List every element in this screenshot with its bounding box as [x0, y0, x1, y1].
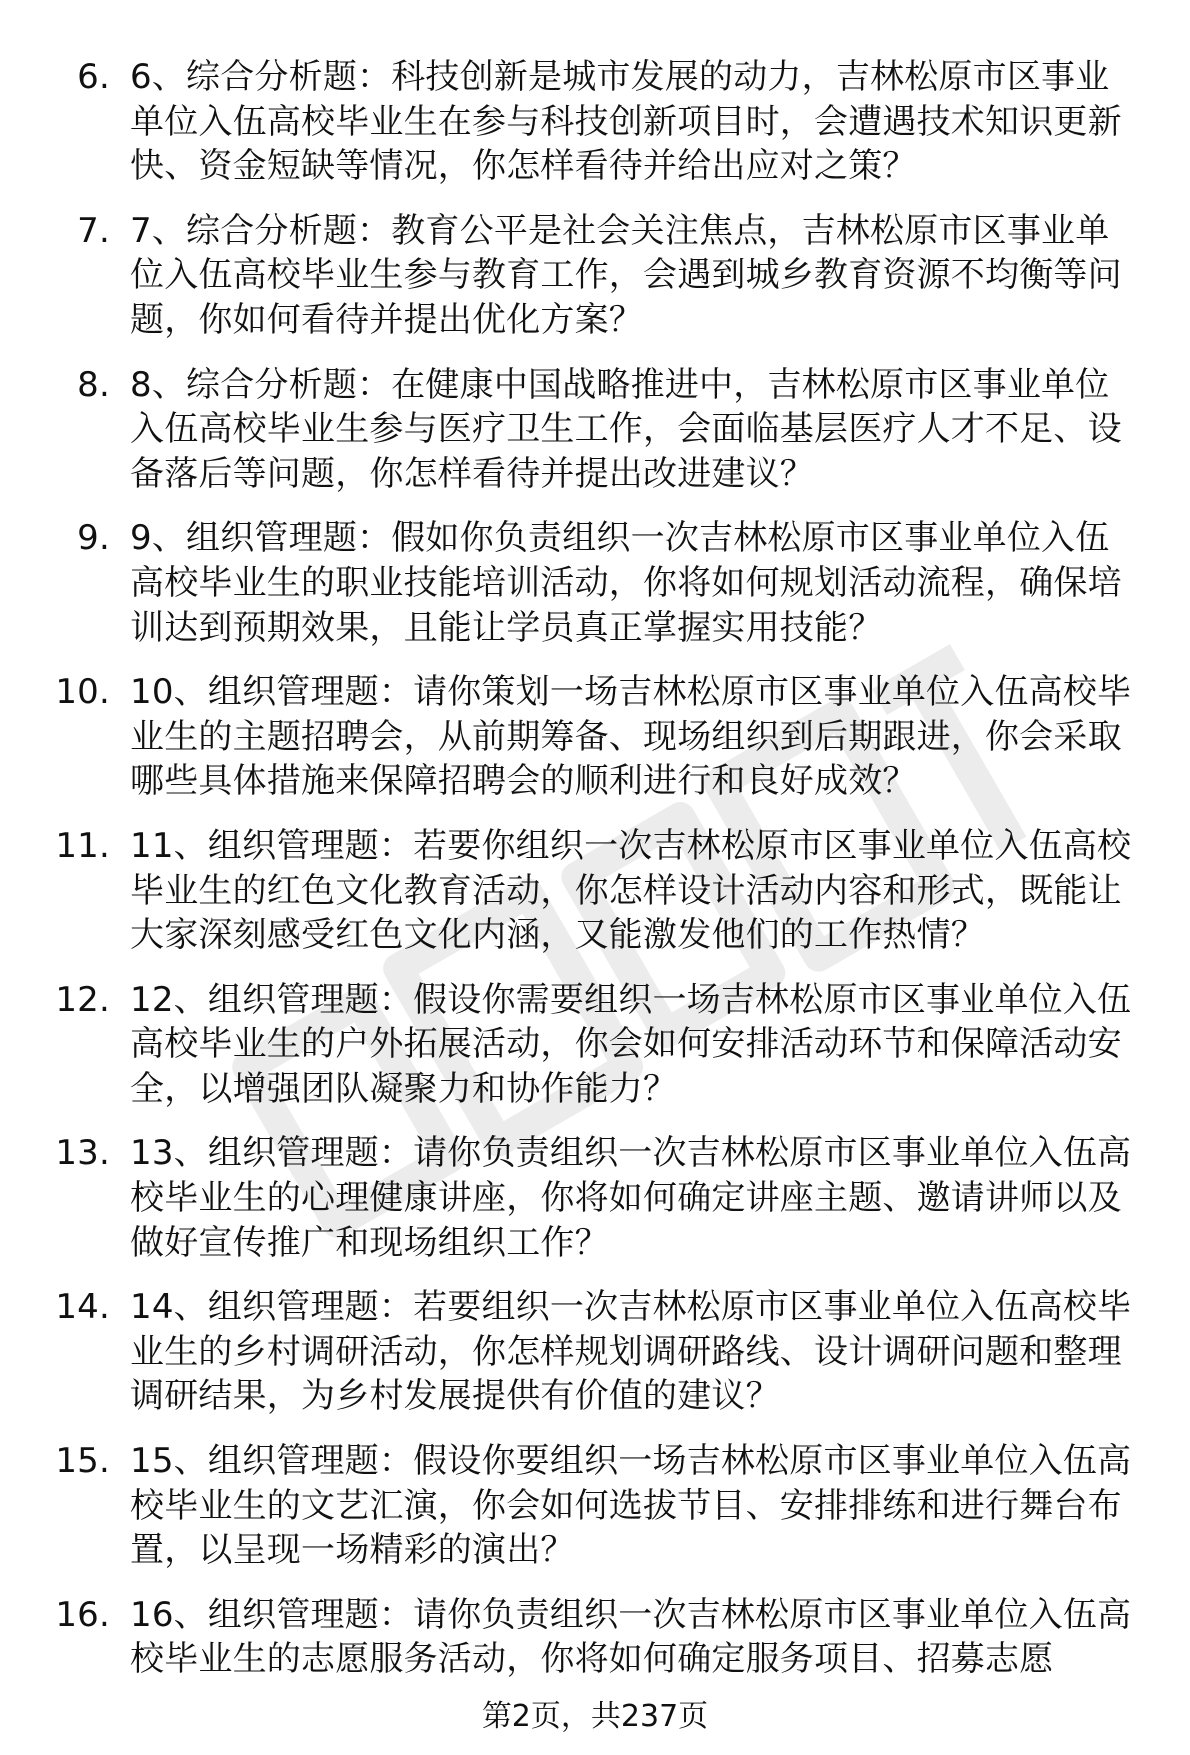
question-item-8	[0, 363, 1190, 497]
question-item-9	[0, 516, 1190, 650]
question-number: 13.	[55, 1133, 110, 1174]
question-text: 13、组织管理题：请你负责组织一次吉林松原市区事业单位入伍高校毕业生的心理健康讲座，你将如何确定讲座主题、邀请讲师以及做好宣传推广和现场组织工作？	[130, 1133, 1132, 1263]
question-text: 7、综合分析题：教育公平是社会关注焦点，吉林松原市区事业单位入伍高校毕业生参与教育工作，会遇到城乡教育资源不均衡等问题，你如何看待并提出优化方案？	[130, 210, 1122, 340]
question-number: 8.	[77, 364, 110, 405]
question-number: 16.	[55, 1594, 110, 1635]
question-item-15	[0, 1439, 1190, 1573]
question-number: 15.	[55, 1441, 110, 1482]
question-text: 10、组织管理题：请你策划一场吉林松原市区事业单位入伍高校毕业生的主题招聘会，从前期筹备、现场组织到后期跟进，你会采取哪些具体措施来保障招聘会的顺利进行和良好成效？	[130, 672, 1132, 802]
question-item-10	[0, 670, 1190, 804]
question-number: 9.	[77, 518, 110, 559]
question-item-11	[0, 824, 1190, 958]
question-text: 14、组织管理题：若要组织一次吉林松原市区事业单位入伍高校毕业生的乡村调研活动，你怎样规划调研路线、设计调研问题和整理调研结果，为乡村发展提供有价值的建议？	[130, 1287, 1132, 1417]
question-number: 6.	[77, 57, 110, 97]
question-number: 14.	[55, 1287, 110, 1328]
page-footer	[0, 1697, 1190, 1737]
question-item-16	[0, 1593, 1190, 1682]
question-text: 15、组织管理题：假设你要组织一场吉林松原市区事业单位入伍高校毕业生的文艺汇演，你会如何选拔节目、安排排练和进行舞台布置，以呈现一场精彩的演出？	[130, 1441, 1132, 1571]
question-number: 11.	[55, 825, 110, 866]
question-number: 7.	[77, 210, 110, 251]
question-text: 12、组织管理题：假设你需要组织一场吉林松原市区事业单位入伍高校毕业生的户外拓展活动，你会如何安排活动环节和保障活动安全，以增强团队凝聚力和协作能力？	[130, 979, 1132, 1109]
question-text: 9、组织管理题：假如你负责组织一次吉林松原市区事业单位入伍高校毕业生的职业技能培训活动，你将如何规划活动流程，确保培训达到预期效果，且能让学员真正掌握实用技能？	[130, 518, 1122, 648]
question-text: 6、综合分析题：科技创新是城市发展的动力，吉林松原市区事业单位入伍高校毕业生在参与科技创新项目时，会遭遇技术知识更新快、资金短缺等情况，你怎样看待并给出应对之策？	[130, 57, 1122, 187]
question-item-6	[0, 55, 1190, 189]
question-list	[0, 55, 1190, 1702]
question-text: 8、综合分析题：在健康中国战略推进中，吉林松原市区事业单位入伍高校毕业生参与医疗卫生工作，会面临基层医疗人才不足、设备落后等问题，你怎样看待并提出改进建议？	[130, 364, 1122, 494]
question-item-13	[0, 1131, 1190, 1265]
question-item-14	[0, 1285, 1190, 1419]
question-number: 10.	[55, 672, 110, 713]
question-item-12	[0, 978, 1190, 1112]
question-text: 11、组织管理题：若要你组织一次吉林松原市区事业单位入伍高校毕业生的红色文化教育活动，你怎样设计活动内容和形式，既能让大家深刻感受红色文化内涵，又能激发他们的工作热情？	[130, 825, 1132, 956]
page-number-label: 第2页，共237页	[481, 1699, 709, 1734]
question-item-7	[0, 209, 1190, 343]
question-number: 12.	[55, 979, 110, 1020]
question-text: 16、组织管理题：请你负责组织一次吉林松原市区事业单位入伍高校毕业生的志愿服务活动，你将如何确定服务项目、招募志愿	[130, 1594, 1132, 1680]
